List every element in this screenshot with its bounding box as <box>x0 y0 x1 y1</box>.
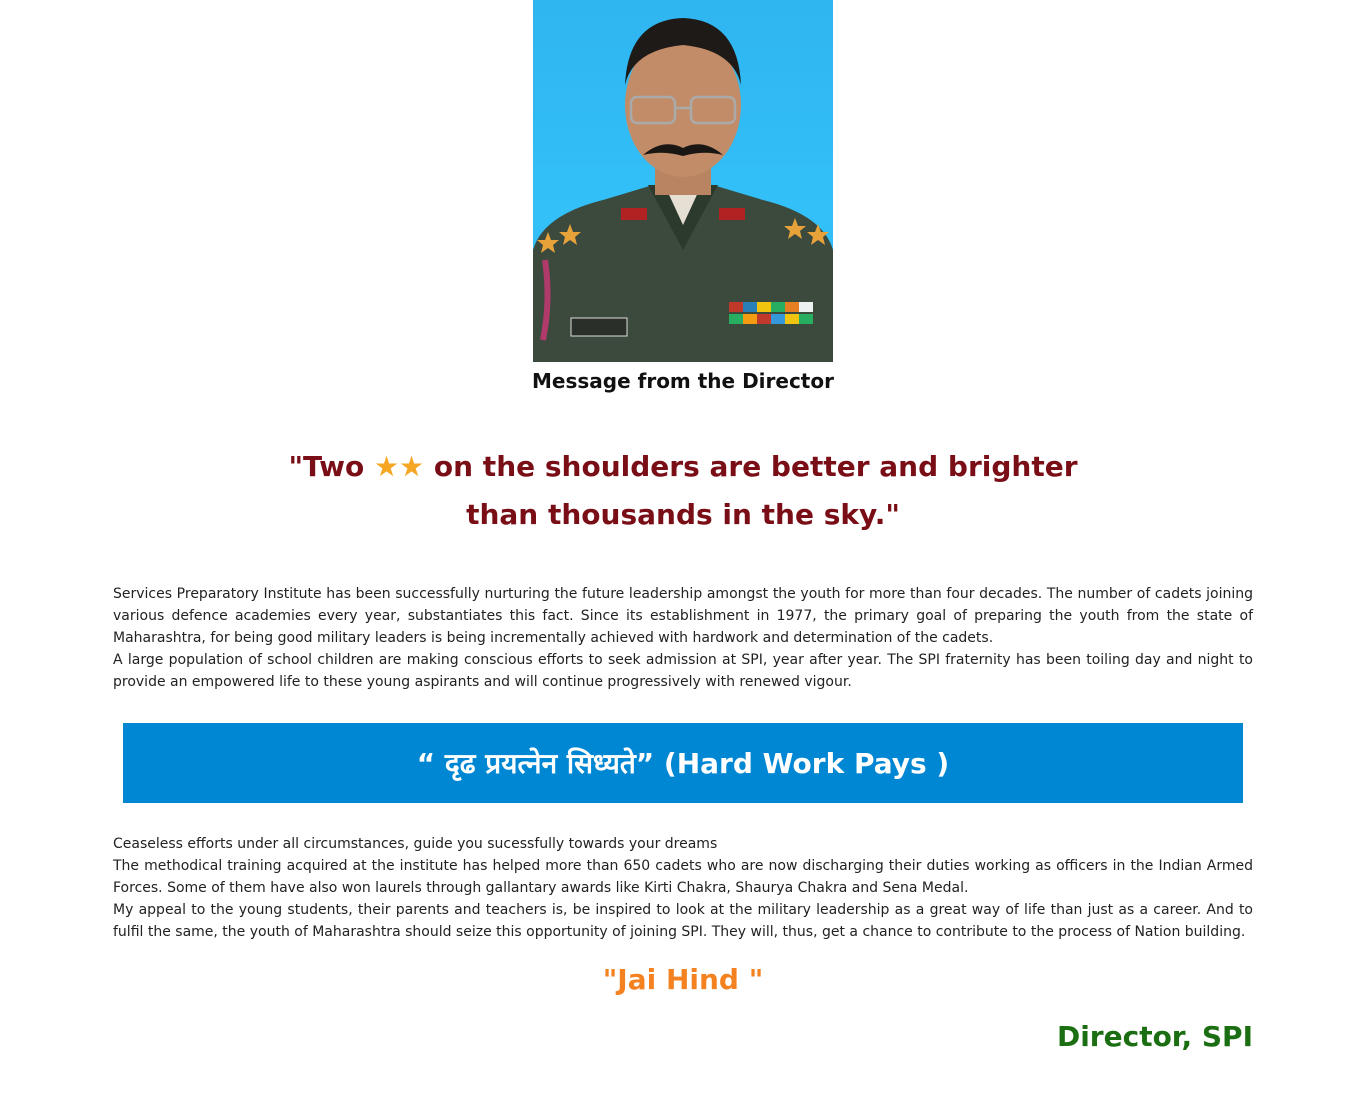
star-icons: ★★ <box>373 450 425 483</box>
body-paragraph: The methodical training acquired at the institute has helped more than 650 cadets who are now discharging their duties working as officers in the Indian Armed Forces. Some of them have also won laurels through gallantary awards like Kirti Chakra, Shaurya Chakra and Sena Medal. <box>113 858 1253 896</box>
closing-slogan: "Jai Hind " <box>602 963 764 996</box>
intro-text <box>113 583 1253 693</box>
quote-line-2: than thousands in the sky." <box>466 498 900 531</box>
quote-line-1 <box>0 443 1366 491</box>
portrait-caption: Message from the Director <box>532 369 834 393</box>
director-portrait <box>533 0 833 362</box>
quote-prefix: "Two <box>288 450 365 483</box>
body-paragraph: My appeal to the young students, their parents and teachers is, be inspired to look at the military leadership as a great way of life than just as a career. And to fulfil the same, the youth of Maharashtra should seize this opportunity of joining SPI. They will, thus, get a chance to contribute to the process of Nation building. <box>113 902 1253 940</box>
body-paragraph: Ceaseless efforts under all circumstances, guide you sucessfully towards your dreams <box>113 836 718 852</box>
quote-line-1-suffix: on the shoulders are better and brighter <box>433 450 1078 483</box>
motto-banner <box>123 723 1243 803</box>
intro-paragraph: Services Preparatory Institute has been successfully nurturing the future leadership amongst the youth for more than four decades. The number of cadets joining various defence academies every year, substantiates this fact. Since its establishment in 1977, the primary goal of preparing the youth from the state of Maharashtra, for being good military leaders is being incrementally achieved with hardwork and determination of the cadets. <box>113 586 1253 646</box>
intro-paragraph: A large population of school children are making conscious efforts to seek admission at SPI, year after year. The SPI fraternity has been toiling day and night to provide an empowered life to these young aspirants and will continue progressively with renewed vigour. <box>113 652 1253 690</box>
director-quote <box>0 443 1366 539</box>
body-text <box>113 833 1253 943</box>
signature: Director, SPI <box>1056 1020 1253 1053</box>
motto-text: “ दृढ प्रयत्नेन सिध्यते” (Hard Work Pays ) <box>416 747 950 780</box>
